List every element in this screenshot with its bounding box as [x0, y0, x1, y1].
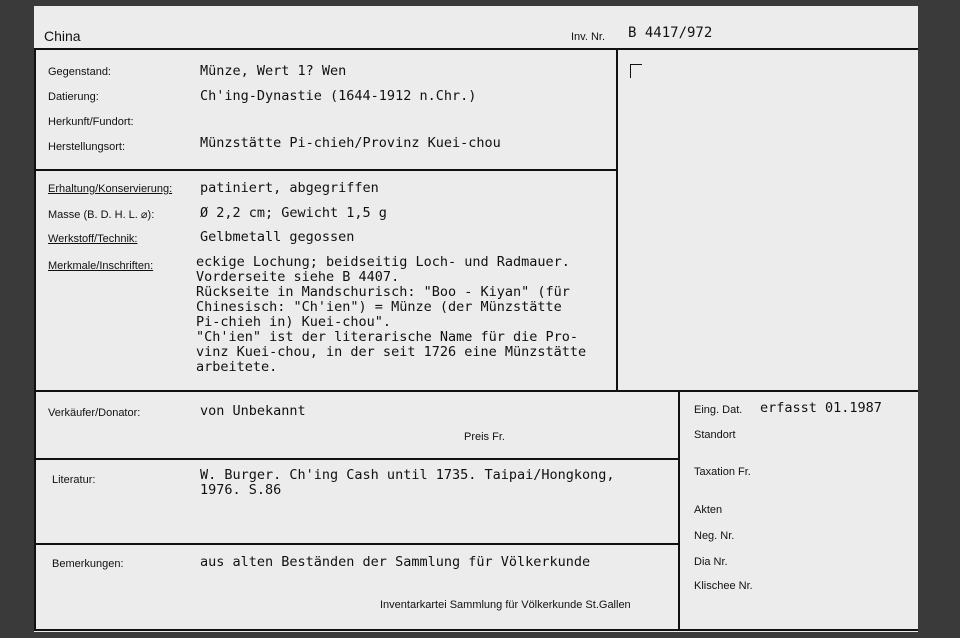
gegenstand-value: Münze, Wert 1? Wen — [200, 63, 347, 79]
preis-label: Preis Fr. — [464, 431, 505, 443]
merkmale-label: Merkmale/Inschriften: — [48, 260, 154, 272]
corner-mark-horizontal — [630, 64, 642, 65]
section3-bottom-border — [34, 458, 680, 460]
card-bottom-border — [34, 629, 918, 631]
verkaeufer-value: von Unbekannt — [200, 403, 306, 419]
inventory-card — [34, 6, 918, 632]
herstellungsort-value: Münzstätte Pi-chieh/Provinz Kuei-chou — [200, 135, 501, 151]
klischee-nr-label: Klischee Nr. — [694, 580, 753, 592]
corner-mark-vertical — [630, 64, 631, 78]
erhaltung-value: patiniert, abgegriffen — [200, 180, 379, 196]
header-divider — [34, 48, 918, 50]
inv-nr-value: B 4417/972 — [628, 25, 713, 41]
gegenstand-label: Gegenstand: — [48, 66, 111, 78]
masse-label: Masse (B. D. H. L. ⌀): — [48, 209, 155, 221]
verkaeufer-label: Verkäufer/Donator: — [48, 407, 141, 419]
herkunft-label: Herkunft/Fundort: — [48, 116, 134, 128]
standort-label: Standort — [694, 429, 736, 441]
bemerkungen-value: aus alten Beständen der Sammlung für Völkerkunde — [200, 554, 591, 570]
taxation-label: Taxation Fr. — [694, 466, 751, 478]
werkstoff-label: Werkstoff/Technik: — [48, 233, 138, 245]
datierung-value: Ch'ing-Dynastie (1644-1912 n.Chr.) — [200, 88, 477, 104]
right-column-divider — [678, 390, 680, 630]
section1-bottom-border — [34, 169, 618, 171]
datierung-label: Datierung: — [48, 91, 99, 103]
erhaltung-label: Erhaltung/Konservierung: — [48, 183, 173, 195]
eing-dat-value: erfasst 01.1987 — [760, 400, 882, 416]
herstellungsort-label: Herstellungsort: — [48, 141, 126, 153]
eing-dat-label: Eing. Dat. — [694, 404, 743, 416]
inv-nr-label: Inv. Nr. — [571, 31, 606, 43]
section4-bottom-border — [34, 543, 680, 545]
footer-text: Inventarkartei Sammlung für Völkerkunde St.Gallen — [380, 599, 631, 611]
bemerkungen-label: Bemerkungen: — [52, 558, 124, 570]
country-label: China — [44, 28, 81, 44]
merkmale-value: eckige Lochung; beidseitig Loch- und Radmauer. Vorderseite siehe B 4407. Rückseite in Mandschurisch: "Boo - Kiyan" (für Chinesisch: "Ch'ien") = Münze (der Münzstätte Pi-chieh in) Kuei-chou". "Ch'ien" ist der literarische Name für die Pro- vinz Kuei-chou, in der seit 1726 eine Münzstätte arbeitete. — [196, 255, 587, 375]
literatur-value: W. Burger. Ch'ing Cash until 1735. Taipai/Hongkong, 1976. S.86 — [200, 468, 615, 498]
neg-nr-label: Neg. Nr. — [694, 530, 735, 542]
dia-nr-label: Dia Nr. — [694, 556, 728, 568]
werkstoff-value: Gelbmetall gegossen — [200, 229, 355, 245]
masse-value: Ø 2,2 cm; Gewicht 1,5 g — [200, 205, 387, 221]
akten-label: Akten — [694, 504, 723, 516]
section2-bottom-border — [34, 390, 918, 392]
literatur-label: Literatur: — [52, 474, 96, 486]
